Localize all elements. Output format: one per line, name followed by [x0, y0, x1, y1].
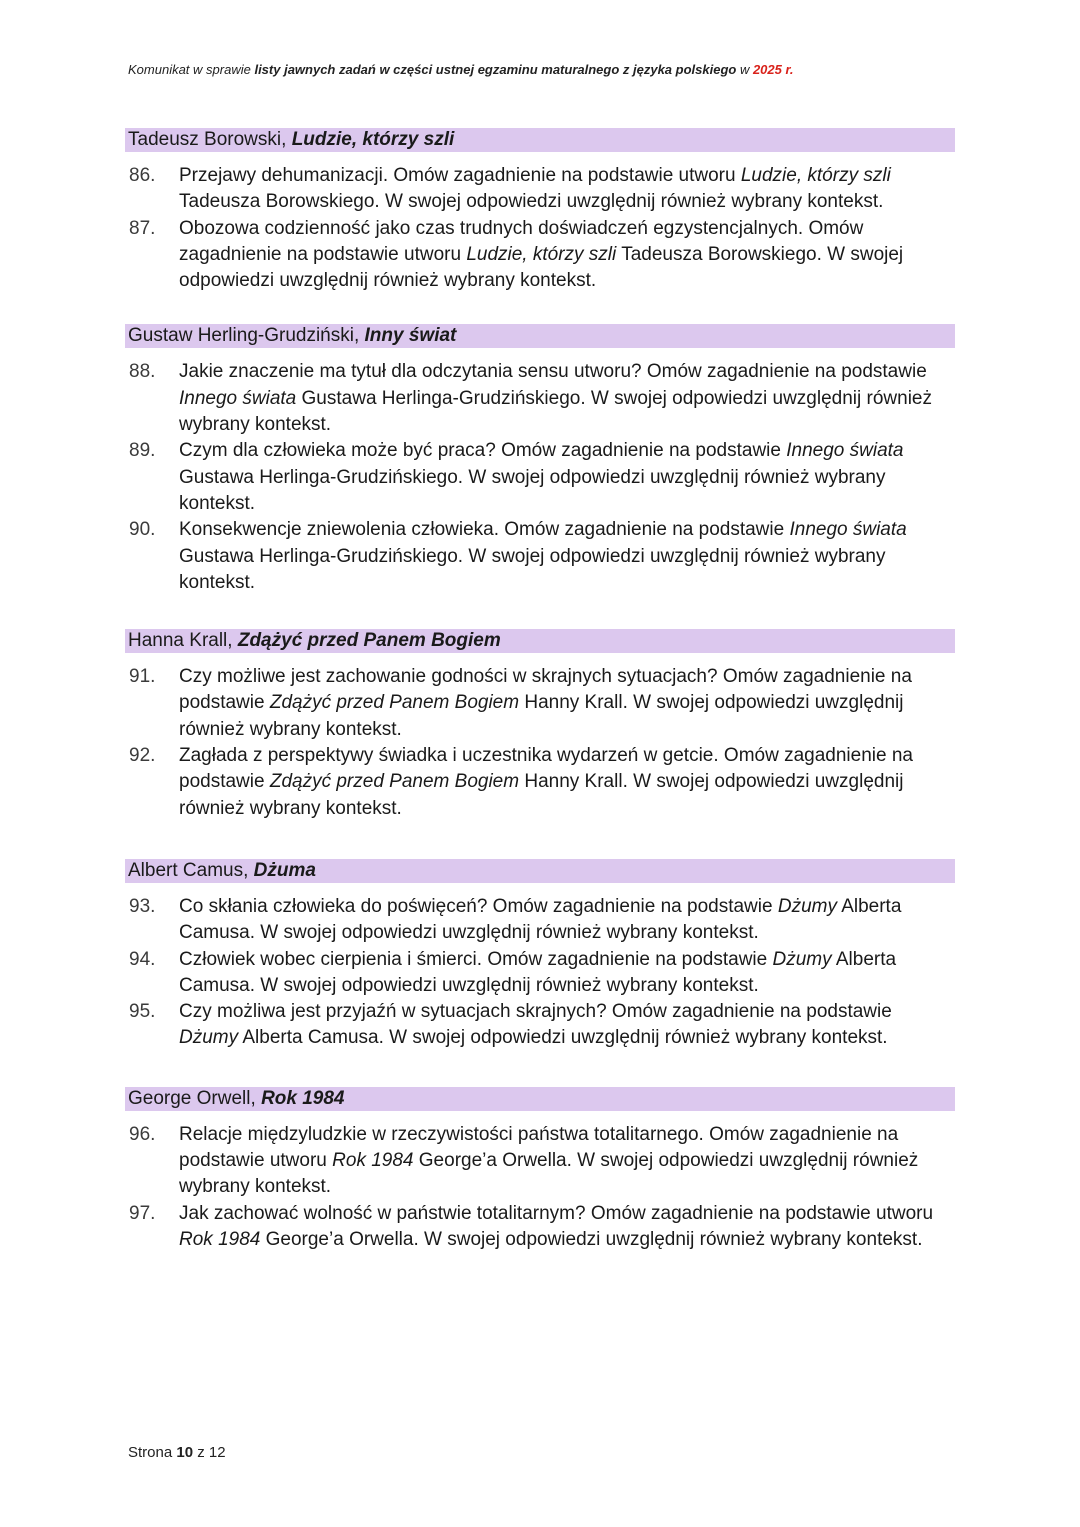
task-text-part: Alberta Camusa. W swojej odpowiedzi uwzględnij również wybrany kontekst.: [238, 1027, 888, 1049]
task-text-part: Człowiek wobec cierpienia i śmierci. Omów zagadnienie na podstawie: [179, 948, 773, 970]
header-prefix: Komunikat w sprawie: [128, 62, 255, 77]
task-work-title: Innego świata: [786, 440, 904, 462]
task-number: 89.: [129, 440, 156, 462]
task-text: [179, 745, 913, 819]
task-item: [125, 999, 955, 1052]
task-text-part: Czym dla człowieka może być praca? Omów zagadnienie na podstawie: [179, 440, 787, 462]
task-text-part: Jak zachować wolność w państwie totalitarnym? Omów zagadnienie na podstawie utworu: [179, 1202, 934, 1224]
task-list: [125, 152, 955, 294]
task-item: [125, 163, 955, 216]
task-item: [125, 1201, 955, 1254]
section-author: George Orwell,: [128, 1087, 256, 1109]
footer-total-pages: 12: [208, 1444, 226, 1461]
task-text-part: Alberta Camusa. W swojej odpowiedzi uwzględnij również wybrany kontekst.: [179, 895, 902, 944]
section: [125, 629, 955, 822]
task-number: 95.: [129, 1001, 156, 1023]
task-text-part: Tadeusza Borowskiego. W swojej odpowiedzi uwzględnij również wybrany kontekst.: [179, 191, 884, 213]
task-item: [125, 438, 955, 517]
task-text: [179, 666, 912, 740]
task-work-title: Innego świata: [789, 519, 907, 541]
footer-page-number: 10: [176, 1444, 194, 1461]
task-text: [179, 1124, 918, 1198]
task-text-part: Co skłania człowieka do poświęceń? Omów zagadnienie na podstawie: [179, 895, 778, 917]
task-text-part: Tadeusza Borowskiego. W swojej odpowiedzi uwzględnij również wybrany kontekst.: [179, 243, 904, 292]
task-text-part: Zagłada z perspektywy świadka i uczestnika wydarzeń w getcie. Omów zagadnienie na podstawie: [179, 745, 913, 793]
task-sections: [125, 128, 955, 1253]
task-text: [179, 165, 891, 212]
section-work-title: Zdążyć przed Panem Bogiem: [237, 630, 501, 652]
header-year: 2025 r.: [752, 62, 794, 77]
task-text: [179, 440, 904, 514]
section-author: Hanna Krall,: [128, 630, 233, 652]
task-number: 97.: [129, 1202, 156, 1224]
section-title: [125, 859, 955, 883]
task-work-title: Ludzie, którzy szli: [740, 165, 891, 186]
task-text: [179, 1001, 892, 1048]
task-work-title: Dżumy: [179, 1027, 239, 1049]
task-text: [179, 519, 907, 593]
section-title: [125, 128, 955, 152]
task-number: 92.: [129, 745, 156, 767]
task-number: 90.: [129, 519, 156, 541]
task-text: [179, 361, 932, 435]
section-work-title: Dżuma: [253, 859, 316, 881]
task-work-title: Innego świata: [179, 387, 297, 409]
task-text-part: Obozowa codzienność jako czas trudnych doświadczeń egzystencjalnych. Omów zagadnienie na podstawie utworu: [179, 217, 864, 265]
page-footer: [128, 1444, 226, 1461]
section: [125, 859, 955, 1052]
task-text-part: Konsekwencje zniewolenia człowieka. Omów zagadnienie na podstawie: [179, 519, 790, 541]
task-work-title: Dżumy: [777, 895, 837, 917]
section-author: Gustaw Herling-Grudziński,: [128, 325, 360, 347]
task-number: 86.: [129, 165, 156, 186]
task-item: [125, 1122, 955, 1201]
section-work-title: Inny świat: [364, 325, 457, 347]
task-number: 93.: [129, 895, 156, 917]
task-item: [125, 894, 955, 947]
task-work-title: Rok 1984: [179, 1228, 261, 1250]
task-work-title: Dżumy: [772, 948, 832, 970]
section: [125, 324, 955, 596]
task-list: [125, 653, 955, 822]
section-title: [125, 629, 955, 653]
header-subject: listy jawnych zadań w części ustnej egzaminu maturalnego z języka polskiego: [254, 62, 737, 77]
task-text: [179, 218, 903, 292]
task-text-part: Przejawy dehumanizacji. Omów zagadnienie na podstawie utworu: [179, 165, 741, 186]
task-text-part: Gustawa Herlinga-Grudzińskiego. W swojej odpowiedzi uwzględnij również wybrany kontekst.: [179, 387, 932, 436]
task-text-part: Czy możliwa jest przyjaźń w sytuacjach skrajnych? Omów zagadnienie na podstawie: [179, 1001, 892, 1023]
task-text-part: George’a Orwella. W swojej odpowiedzi uwzględnij również wybrany kontekst.: [260, 1228, 923, 1250]
task-text-part: Jakie znaczenie ma tytuł dla odczytania sensu utworu? Omów zagadnienie na podstawie: [179, 361, 927, 383]
task-number: 88.: [129, 361, 156, 383]
task-text: [179, 949, 896, 996]
section-author: Tadeusz Borowski,: [128, 129, 287, 150]
task-text-part: Hanny Krall. W swojej odpowiedzi uwzględnij również wybrany kontekst.: [179, 692, 904, 740]
task-list: [125, 883, 955, 1052]
section: [125, 1087, 955, 1253]
task-work-title: Rok 1984: [332, 1150, 414, 1172]
task-work-title: Zdążyć przed Panem Bogiem: [269, 692, 520, 714]
task-text-part: Czy możliwe jest zachowanie godności w skrajnych sytuacjach? Omów zagadnienie na podstawie: [179, 666, 912, 714]
task-text: [179, 896, 901, 943]
task-text-part: Alberta Camusa. W swojej odpowiedzi uwzględnij również wybrany kontekst.: [179, 948, 897, 996]
footer-middle: z: [193, 1444, 209, 1461]
section-work-title: Rok 1984: [261, 1087, 345, 1109]
task-item: [125, 359, 955, 438]
section-work-title: Ludzie, którzy szli: [291, 129, 455, 150]
task-number: 91.: [129, 666, 156, 688]
task-number: 94.: [129, 948, 156, 970]
section: [125, 128, 955, 294]
task-number: 96.: [129, 1123, 156, 1145]
task-text-part: Gustawa Herlinga-Grudzińskiego. W swojej odpowiedzi uwzględnij również wybrany kontekst.: [179, 466, 886, 514]
task-work-title: Ludzie, którzy szli: [466, 243, 617, 265]
task-text-part: Gustawa Herlinga-Grudzińskiego. W swojej odpowiedzi uwzględnij również wybrany kontekst.: [179, 545, 886, 593]
task-item: [125, 743, 955, 822]
task-list: [125, 1111, 955, 1253]
section-title: [125, 324, 955, 348]
task-text-part: Hanny Krall. W swojej odpowiedzi uwzględnij również wybrany kontekst.: [179, 771, 904, 819]
footer-prefix: Strona: [128, 1444, 177, 1461]
task-text: [179, 1203, 933, 1250]
task-item: [125, 664, 955, 743]
task-text-part: Relacje międzyludzkie w rzeczywistości państwa totalitarnego. Omów zagadnienie na podstawie utworu: [179, 1123, 899, 1172]
task-number: 87.: [129, 217, 156, 239]
task-text-part: George’a Orwella. W swojej odpowiedzi uwzględnij również wybrany kontekst.: [179, 1150, 919, 1198]
task-work-title: Zdążyć przed Panem Bogiem: [269, 771, 520, 793]
section-author: Albert Camus,: [128, 859, 249, 881]
task-list: [125, 348, 955, 596]
task-item: [125, 216, 955, 295]
section-title: [125, 1087, 955, 1111]
task-item: [125, 947, 955, 1000]
task-item: [125, 517, 955, 596]
document-header: [128, 62, 958, 77]
header-middle: w: [736, 62, 753, 77]
